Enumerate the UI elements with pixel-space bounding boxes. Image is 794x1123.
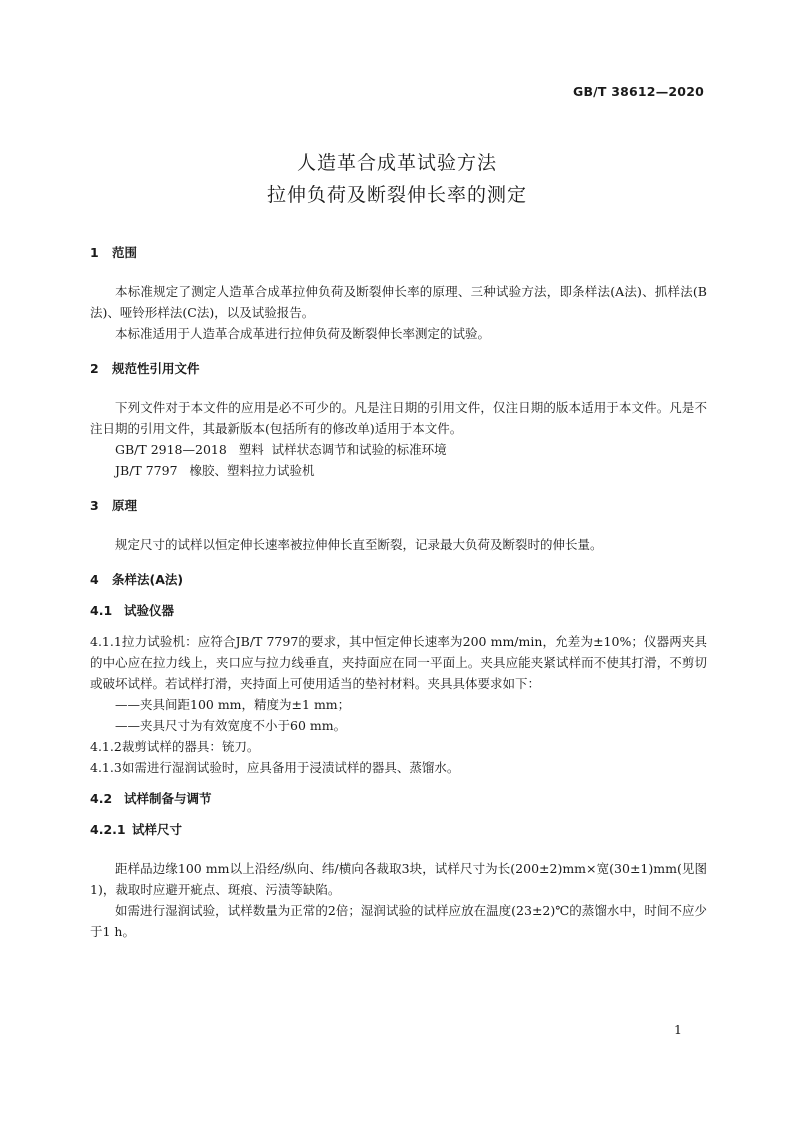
subsection-4-1-heading <box>90 600 707 621</box>
list-item: ——夹具尺寸为有效宽度不小于60 mm。 <box>115 718 347 733</box>
section-title: 条样法(A法) <box>112 572 184 587</box>
normative-reference: JB/T 7797 橡胶、塑料拉力试验机 <box>115 463 315 478</box>
section-3-heading <box>90 495 707 516</box>
section-4-heading <box>90 569 707 590</box>
section-number: 2 <box>90 361 99 376</box>
paragraph: 距样品边缘100 mm以上沿经/纵向、纬/横向各裁取3块，试样尺寸为长(200±2)mm×宽(30±1)mm(见图1)，裁取时应避开疵点、斑痕、污渍等缺陷。 <box>90 861 707 897</box>
paragraph: 本标准适用于人造革合成革进行拉伸负荷及断裂伸长率测定的试验。 <box>115 326 491 341</box>
section-number: 4.1 <box>90 603 113 618</box>
clause-text: 拉力试验机：应符合JB/T 7797的要求，其中恒定伸长速率为200 mm/min，允差为±10%；仪器两夹具的中心应在拉力线上，夹口应与拉力线垂直，夹持面应在同一平面上。夹具应能夹紧试样而不使其打滑，不剪切或破坏试样。若试样打滑，夹持面上可使用适当的垫衬材料。夹具具体要求如下： <box>90 634 707 691</box>
normative-reference: GB/T 2918—2018 塑料 试样状态调节和试验的标准环境 <box>115 442 447 457</box>
paragraph: 如需进行湿润试验，试样数量为正常的2倍；湿润试验的试样应放在温度(23±2)℃的蒸馏水中，时间不应少于1 h。 <box>90 903 707 939</box>
clause-text: 裁剪试样的器具：铳刀。 <box>121 739 260 754</box>
standard-code: GB/T 38612—2020 <box>572 84 704 99</box>
clause-text: 如需进行湿润试验时，应具备用于浸渍试样的器具、蒸馏水。 <box>121 760 460 775</box>
section-number: 4.2.1 <box>90 822 126 837</box>
section-title: 试验仪器 <box>124 603 175 618</box>
document-title-line2: 拉伸负荷及断裂伸长率的测定 <box>266 184 527 206</box>
subsection-4-2-heading <box>90 788 707 809</box>
section-title: 规范性引用文件 <box>112 361 200 376</box>
clause-number: 4.1.1 <box>90 634 122 649</box>
clause-number: 4.1.3 <box>90 760 122 775</box>
document-body <box>90 242 707 942</box>
section-number: 4 <box>90 572 99 587</box>
paragraph: 规定尺寸的试样以恒定伸长速率被拉伸伸长直至断裂，记录最大负荷及断裂时的伸长量。 <box>115 537 603 552</box>
clause-4-1-1 <box>90 631 707 694</box>
document-title-line1: 人造革合成革试验方法 <box>296 152 497 174</box>
section-title: 范围 <box>112 245 138 260</box>
section-title: 试样尺寸 <box>132 822 183 837</box>
section-number: 1 <box>90 245 99 260</box>
paragraph: 本标准规定了测定人造革合成革拉伸负荷及断裂伸长率的原理、三种试验方法，即条样法(A法)、抓样法(B法)、哑铃形样法(C法)，以及试验报告。 <box>90 284 707 320</box>
clause-4-1-2 <box>90 736 707 757</box>
section-number: 4.2 <box>90 791 113 806</box>
section-title: 原理 <box>112 498 138 513</box>
subsection-4-2-1-heading <box>90 819 707 840</box>
section-2-heading <box>90 358 707 379</box>
paragraph: 下列文件对于本文件的应用是必不可少的。凡是注日期的引用文件，仅注日期的版本适用于本文件。凡是不注日期的引用文件，其最新版本(包括所有的修改单)适用于本文件。 <box>90 400 707 436</box>
section-title: 试样制备与调节 <box>124 791 212 806</box>
page-number: 1 <box>674 1022 682 1037</box>
clause-4-1-3 <box>90 757 707 778</box>
section-1-heading <box>90 242 707 263</box>
list-item: ——夹具间距100 mm，精度为±1 mm； <box>115 697 351 712</box>
section-number: 3 <box>90 498 99 513</box>
clause-number: 4.1.2 <box>90 739 122 754</box>
